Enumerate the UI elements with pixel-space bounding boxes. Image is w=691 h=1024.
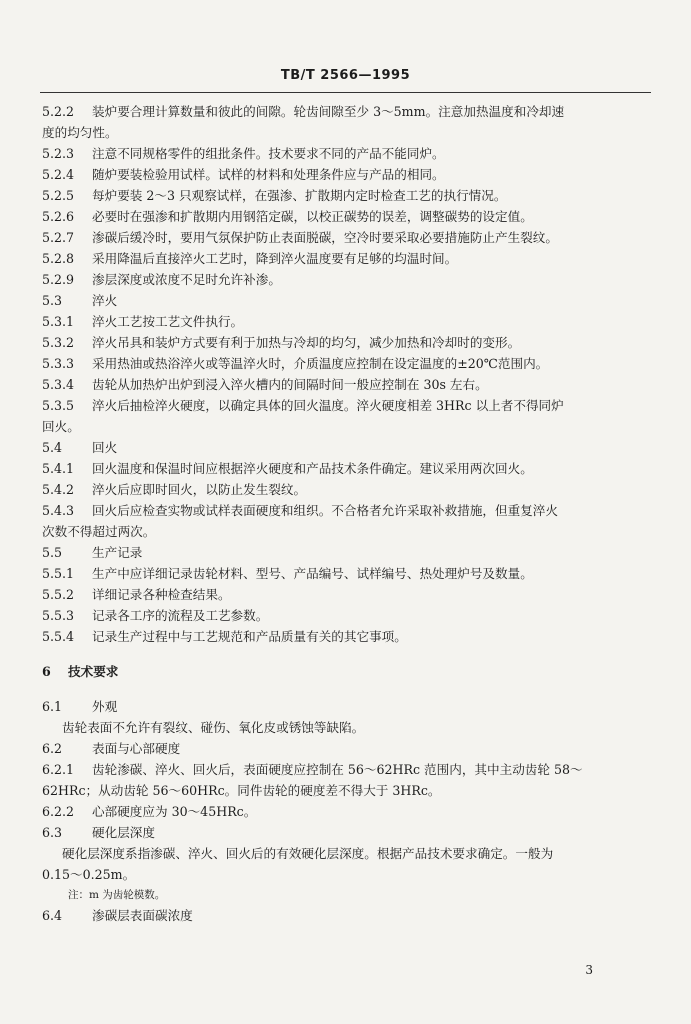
text-line [42,227,641,248]
clause-number: 6.1 [42,699,63,714]
clause-text: 0.15～0.25m。 [42,867,136,882]
clause-number: 5.3.5 [42,398,75,413]
text-line [42,696,641,717]
clause-text: 外观 [92,699,118,714]
clause-text: 渗碳层表面碳浓度 [92,908,193,923]
clause-number: 5.5.1 [42,566,75,581]
text-line [42,416,641,437]
clause-text: 表面与心部硬度 [92,741,181,756]
text-line [42,563,641,584]
clause-text: 齿轮渗碳、淬火、回火后，表面硬度应控制在 56～62HRc 范围内，其中主动齿轮 58～ [92,762,583,777]
clause-number: 5.3.3 [42,356,75,371]
text-line [42,626,641,647]
text-line [42,605,641,626]
clause-text: 62HRc；从动齿轮 56～60HRc。同件齿轮的硬度差不得大于 3HRc。 [42,783,441,798]
clause-number: 5.2.5 [42,188,75,203]
section-title: 技术要求 [68,664,119,679]
section-6 [42,696,641,926]
clause-number: 6.4 [42,908,63,923]
clause-text: 记录各工序的流程及工艺参数。 [92,608,269,623]
text-line [42,542,641,563]
text-line [42,780,641,801]
text-line [42,905,641,926]
text-line [42,479,641,500]
clause-text: 回火温度和保温时间应根据淬火硬度和产品技术条件确定。建议采用两次回火。 [92,461,533,476]
clause-text: 生产中应详细记录齿轮材料、型号、产品编号、试样编号、热处理炉号及数量。 [92,566,533,581]
clause-number: 5.4 [42,440,63,455]
text-line [42,185,641,206]
clause-number: 6.2.1 [42,762,75,777]
clause-number: 5.5.2 [42,587,75,602]
clause-number: 5.4.1 [42,461,75,476]
clause-number: 5.5.4 [42,629,75,644]
text-line [42,584,641,605]
clause-number: 5.2.4 [42,167,75,182]
section-number: 6 [42,664,51,679]
text-line [42,143,641,164]
text-line [42,458,641,479]
clause-text: 采用热油或热浴淬火或等温淬火时，介质温度应控制在设定温度的±20℃范围内。 [92,356,549,371]
clause-text: 渗碳后缓冷时，要用气氛保护防止表面脱碳，空冷时要采取必要措施防止产生裂纹。 [92,230,558,245]
clause-number: 5.4.2 [42,482,75,497]
clause-text: 装炉要合理计算数量和彼此的间隙。轮齿间隙至少 3～5mm。注意加热温度和冷却速 [92,104,565,119]
clause-text: 齿轮表面不允许有裂纹、碰伤、氧化皮或锈蚀等缺陷。 [62,720,365,735]
text-line [42,521,641,542]
text-line [42,101,641,122]
clause-text: 硬化层深度 [92,825,155,840]
clause-text: 淬火后应即时回火，以防止发生裂纹。 [92,482,307,497]
clause-number: 5.3.4 [42,377,75,392]
text-line [42,290,641,311]
clause-text: 淬火工艺按工艺文件执行。 [92,314,244,329]
header-rule [40,92,651,93]
clause-text: 记录生产过程中与工艺规范和产品质量有关的其它事项。 [92,629,407,644]
text-line [42,843,641,864]
clause-text: 硬化层深度系指渗碳、淬火、回火后的有效硬化层深度。根据产品技术要求确定。一般为 [62,846,554,861]
text-line [42,738,641,759]
clause-text: 渗层深度或浓度不足时允许补渗。 [92,272,281,287]
clause-number: 5.2.3 [42,146,75,161]
document-body [42,101,641,926]
text-line [42,332,641,353]
clause-text: 回火后应检查实物或试样表面硬度和组织。不合格者允许采取补救措施，但重复淬火 [92,503,558,518]
clause-number: 5.2.6 [42,209,75,224]
clause-text: 度的均匀性。 [42,125,118,140]
clause-number: 5.3.2 [42,335,75,350]
text-line [42,311,641,332]
text-line [42,353,641,374]
text-line [42,717,641,738]
clause-text: 回火。 [42,419,80,434]
clause-text: 生产记录 [92,545,143,560]
text-line [42,164,641,185]
clause-number: 5.3.1 [42,314,75,329]
text-line [42,269,641,290]
clause-number: 6.2.2 [42,804,75,819]
clause-number: 5.5 [42,545,63,560]
clause-number: 5.2.8 [42,251,75,266]
clause-number: 5.2.9 [42,272,75,287]
clause-text: 详细记录各种检查结果。 [92,587,231,602]
text-line [42,395,641,416]
clause-text: 必要时在强渗和扩散期内用钢箔定碳，以校正碳势的误差，调整碳势的设定值。 [92,209,533,224]
clause-number: 5.2.7 [42,230,75,245]
document-header: TB/T 2566—1995 [280,68,411,83]
section-6-heading [42,661,641,682]
text-line [42,885,641,905]
clause-text: 齿轮从加热炉出炉到浸入淬火槽内的间隔时间一般应控制在 30s 左右。 [92,377,488,392]
clause-text: 心部硬度应为 30～45HRc。 [92,804,257,819]
clause-text: 随炉要装检验用试样。试样的材料和处理条件应与产品的相同。 [92,167,445,182]
clause-number: 5.4.3 [42,503,75,518]
clause-number: 6.2 [42,741,63,756]
text-line [42,759,641,780]
text-line [42,864,641,885]
clause-text: 淬火后抽检淬火硬度，以确定具体的回火温度。淬火硬度相差 3HRc 以上者不得同炉 [92,398,564,413]
section-5-continued [42,101,641,647]
clause-text: 次数不得超过两次。 [42,524,156,539]
text-line [42,437,641,458]
clause-text: 每炉要装 2～3 只观察试样，在强渗、扩散期内定时检查工艺的执行情况。 [92,188,507,203]
clause-text: 采用降温后直接淬火工艺时，降到淬火温度要有足够的均温时间。 [92,251,458,266]
clause-text: 注：m 为齿轮模数。 [68,889,166,901]
clause-number: 5.5.3 [42,608,75,623]
text-line [42,248,641,269]
text-line [42,374,641,395]
clause-number: 5.2.2 [42,104,75,119]
clause-text: 淬火 [92,293,118,308]
text-line [42,801,641,822]
page-number: 3 [585,963,593,977]
text-line [42,122,641,143]
clause-text: 注意不同规格零件的组批条件。技术要求不同的产品不能同炉。 [92,146,445,161]
clause-number: 5.3 [42,293,63,308]
clause-text: 回火 [92,440,118,455]
text-line [42,500,641,521]
clause-number: 6.3 [42,825,63,840]
clause-text: 淬火吊具和装炉方式要有利于加热与冷却的均匀，减少加热和冷却时的变形。 [92,335,521,350]
text-line [42,206,641,227]
text-line [42,822,641,843]
